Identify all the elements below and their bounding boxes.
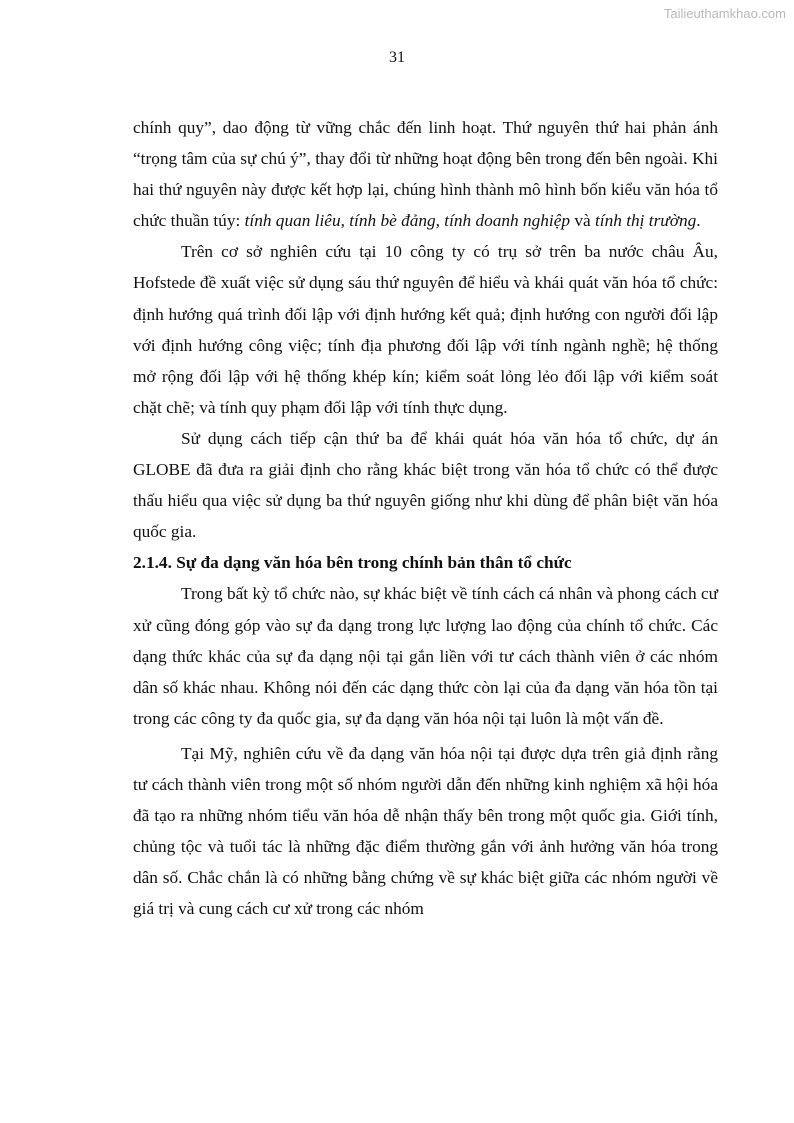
paragraph-5: Tại Mỹ, nghiên cứu về đa dạng văn hóa nội tại được dựa trên giả định rằng tư cách thành viên trong một số nhóm người dẫn đến những kinh nghiệm xã hội hóa đã tạo ra những nhóm tiểu văn hóa dễ nhận thấy bên trong một quốc gia. Giới tính, chủng tộc và tuổi tác là những đặc điểm thường gắn với ảnh hưởng văn hóa trong dân số. Chắc chắn là có những bằng chứng về sự khác biệt giữa các nhóm người về giá trị và cung cách cư xử trong các nhóm (133, 743, 718, 919)
page-number: 31 (389, 49, 405, 66)
section-heading: 2.1.4. Sự đa dạng văn hóa bên trong chính bản thân tổ chức (133, 553, 572, 573)
watermark: Tailieuthamkhao.com (663, 6, 786, 21)
paragraph-4: Trong bất kỳ tổ chức nào, sự khác biệt về tính cách cá nhân và phong cách cư xử cũng đóng góp vào sự đa dạng trong lực lượng lao động của chính tổ chức. Các dạng thức khác của sự đa dạng nội tại gắn liền với tư cách thành viên ở các nhóm dân số khác nhau. Không nói đến các dạng thức còn lại của đa dạng văn hóa tồn tại trong các công ty đa quốc gia, sự đa dạng văn hóa nội tại luôn là một vấn đề. (133, 584, 718, 728)
paragraph-1-emphasis-b: tính thị trường (595, 211, 697, 231)
paragraph-1-text-b: và (570, 211, 595, 231)
paragraph-1 (133, 112, 718, 236)
paragraph-1-text-a: chính quy”, dao động từ vững chắc đến linh hoạt. Thứ nguyên thứ hai phản ánh “trọng tâm của sự chú ý”, thay đổi từ những hoạt động bên trong đến bên ngoài. Khi hai thứ nguyên này được kết hợp lại, chúng hình thành mô hình bốn kiểu văn hóa tổ chức thuần túy: (133, 118, 718, 231)
paragraph-1-text-c: . (696, 211, 701, 231)
page-body (133, 112, 718, 924)
paragraph-2: Trên cơ sở nghiên cứu tại 10 công ty có trụ sở trên ba nước châu Âu, Hofstede đề xuất việc sử dụng sáu thứ nguyên để hiểu và khái quát văn hóa tổ chức: định hướng quá trình đối lập với định hướng kết quả; định hướng con người đối lập với định hướng công việc; tính địa phương đối lập với tính ngành nghề; hệ thống mở rộng đối lập với hệ thống khép kín; kiểm soát lỏng lẻo đối lập với kiểm soát chặt chẽ; và tính quy phạm đối lập với tính thực dụng. (133, 242, 718, 417)
paragraph-3: Sử dụng cách tiếp cận thứ ba để khái quát hóa văn hóa tổ chức, dự án GLOBE đã đưa ra giải định cho rằng khác biệt trong văn hóa tổ chức có thể được thấu hiểu qua việc sử dụng ba thứ nguyên giống như khi dùng để phân biệt văn hóa quốc gia. (133, 428, 718, 542)
paragraph-1-emphasis-a: tính quan liêu, tính bè đảng, tính doanh nghiệp (244, 211, 571, 231)
